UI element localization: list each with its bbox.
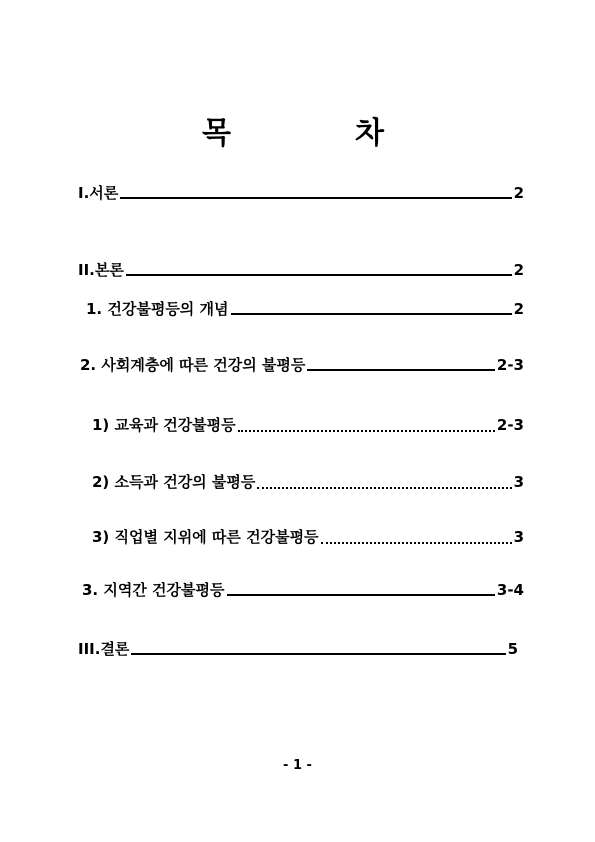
toc-entry-label: 3. 지역간 건강불평등 xyxy=(82,581,225,599)
toc-leader xyxy=(227,594,495,596)
toc-entry-subsection-2 xyxy=(92,469,524,491)
toc-entry-label: 1) 교육과 건강불평등 xyxy=(92,416,236,434)
toc-entry-label: III.결론 xyxy=(78,640,130,658)
toc-leader xyxy=(257,487,511,489)
toc-entry-section-1 xyxy=(86,296,524,318)
toc-entry-page: 2 xyxy=(513,261,524,279)
toc-leader xyxy=(238,430,495,432)
toc-entry-page: 2 xyxy=(513,184,524,202)
toc-entry-section-3 xyxy=(82,577,524,599)
toc-entry-label: 3) 직업별 지위에 따른 건강불평등 xyxy=(92,528,319,546)
toc-title xyxy=(0,108,595,151)
toc-entry-body xyxy=(78,257,524,279)
toc-entry-label: II.본론 xyxy=(78,261,124,279)
toc-entry-page: 2-3 xyxy=(496,356,524,374)
toc-entry-label: 2) 소득과 건강의 불평등 xyxy=(92,473,256,491)
toc-title-char-1: 목 xyxy=(202,116,232,151)
toc-title-char-2: 차 xyxy=(355,116,385,151)
toc-entry-section-2 xyxy=(80,352,524,374)
toc-entry-subsection-1 xyxy=(92,412,524,434)
toc-entry-label: I.서론 xyxy=(78,184,119,202)
toc-entry-label: 1. 건강불평등의 개념 xyxy=(86,300,229,318)
toc-entry-page: 3-4 xyxy=(496,581,524,599)
toc-leader xyxy=(126,274,512,276)
toc-entry-label: 2. 사회계층에 따른 건강의 불평등 xyxy=(80,356,306,374)
toc-entry-conclusion xyxy=(78,636,518,658)
toc-leader xyxy=(231,313,512,315)
toc-entry-introduction xyxy=(78,180,524,202)
toc-entry-page: 3 xyxy=(513,528,524,546)
toc-entry-page: 5 xyxy=(507,640,518,658)
toc-entry-subsection-3 xyxy=(92,524,524,546)
toc-entry-page: 2 xyxy=(513,300,524,318)
toc-leader xyxy=(321,542,512,544)
toc-entry-page: 3 xyxy=(513,473,524,491)
toc-leader xyxy=(307,369,494,371)
toc-entry-page: 2-3 xyxy=(496,416,524,434)
page-number-footer: - 1 - xyxy=(283,758,312,773)
toc-leader xyxy=(120,197,511,199)
toc-leader xyxy=(131,653,505,655)
